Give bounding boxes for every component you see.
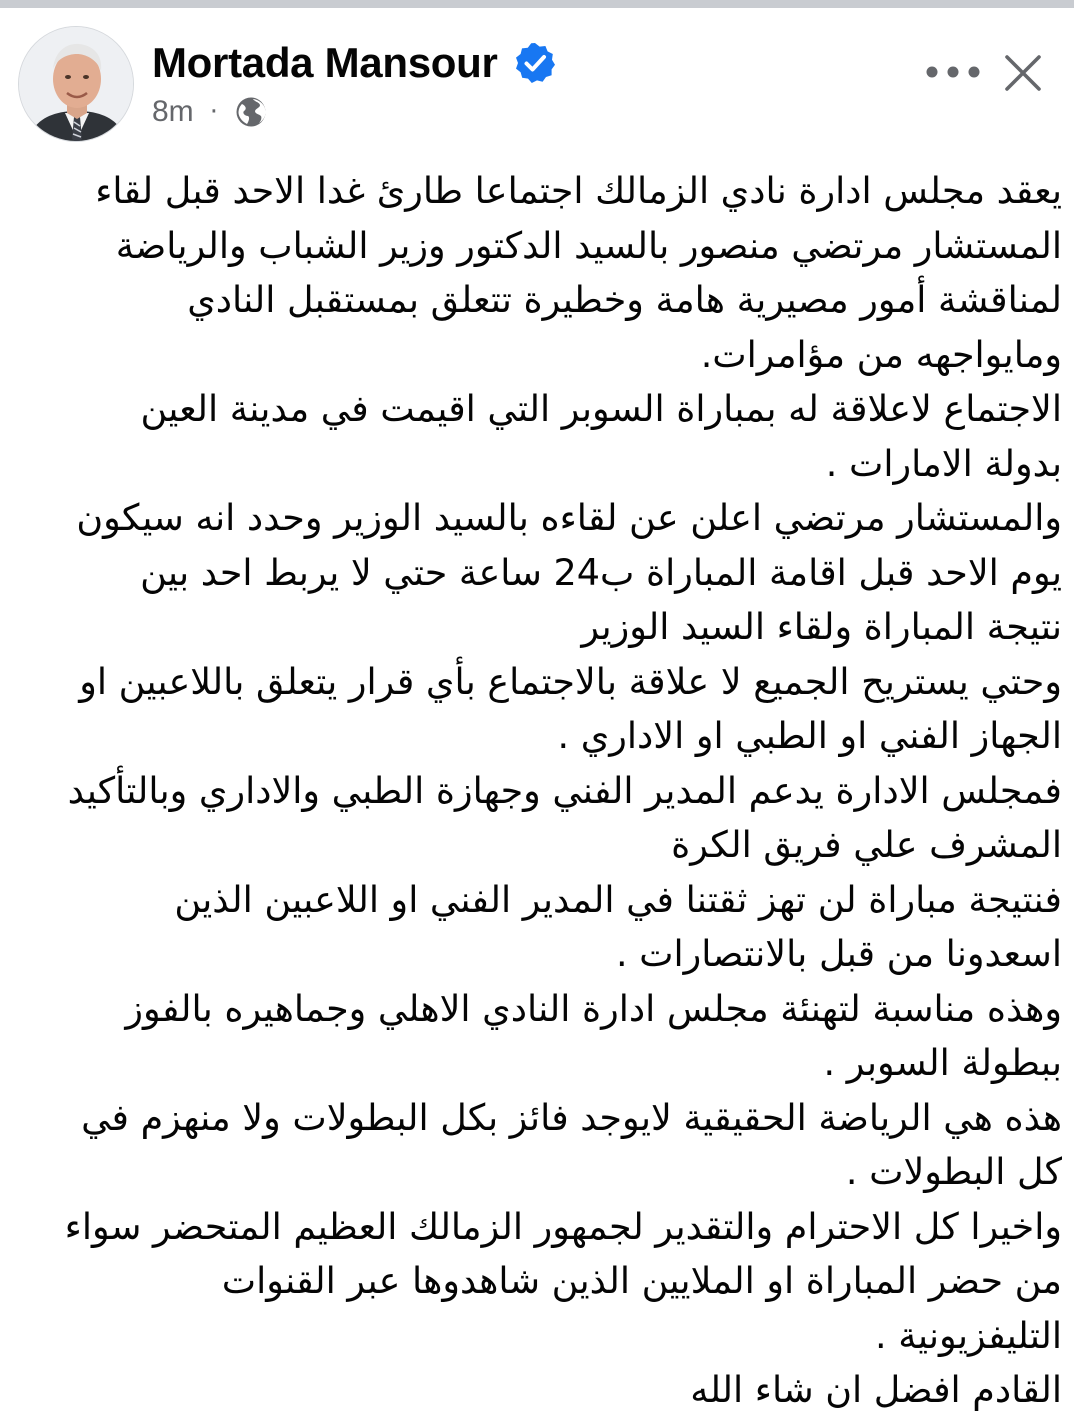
post-text-line: المشرف علي فريق الكرة — [671, 823, 1062, 866]
post-text-line: التليفزيونية . — [875, 1313, 1062, 1357]
post-text-line: اسعدونا من قبل بالانتصارات . — [615, 932, 1062, 975]
facebook-post — [0, 8, 1074, 1411]
top-divider-strip — [0, 0, 1074, 8]
verified-badge-icon — [514, 42, 556, 84]
post-text-line: بدولة الامارات . — [825, 441, 1062, 485]
post-timestamp[interactable]: 8m — [152, 95, 194, 128]
post-text-line: المستشار مرتضي منصور بالسيد الدكتور وزير الشباب والرياضة — [115, 223, 1062, 267]
close-button[interactable] — [1000, 50, 1046, 96]
post-text-line: وهذه مناسبة لتهنئة مجلس ادارة النادي الاهلي وجماهيره بالفوز — [125, 986, 1062, 1030]
globe-icon[interactable] — [234, 95, 268, 129]
profile-photo — [19, 27, 134, 142]
post-text-line: لمناقشة أمور مصيرية هامة وخطيرة تتعلق بمستقبل النادي — [187, 278, 1062, 321]
author-row — [152, 38, 556, 88]
meta-separator: · — [209, 97, 218, 127]
post-text-line: كل البطولات . — [845, 1150, 1062, 1193]
more-options-icon — [922, 62, 984, 82]
post-text-line: ومايواجهه من مؤامرات. — [700, 332, 1062, 376]
post-text-line: وحتي يستريح الجميع لا علاقة بالاجتماع بأي قرار يتعلق باللاعبين او — [79, 659, 1062, 703]
post-text-line: القادم افضل ان شاء الله — [690, 1368, 1062, 1411]
post-text-line: ببطولة السوبر . — [823, 1041, 1062, 1084]
post-text-line: واخيرا كل الاحترام والتقدير لجمهور الزمالك العظيم المتحضر سواء — [64, 1204, 1062, 1248]
post-text-line: فنتيجة مباراة لن تهز ثقتنا في المدير الفني او اللاعبين الذين — [174, 877, 1062, 921]
post-text-line: من حضر المباراة او الملايين الذين شاهدوها عبر القنوات — [221, 1259, 1062, 1302]
post-meta — [152, 92, 268, 132]
post-body — [22, 164, 1062, 1418]
post-text-line: الاجتماع لاعلاقة له بمباراة السوبر التي اقيمت في مدينة العين — [140, 387, 1062, 430]
author-name[interactable]: Mortada Mansour — [152, 39, 498, 86]
post-text-line: هذه هي الرياضة الحقيقية لايوجد فائز بكل البطولات ولا منهزم في — [81, 1095, 1062, 1139]
more-options-button[interactable] — [922, 52, 984, 92]
post-text-line: الجهاز الفني او الطبي او الاداري . — [557, 714, 1062, 757]
close-icon — [1000, 50, 1046, 96]
post-text-line: فمجلس الادارة يدعم المدير الفني وجهازة الطبي والاداري وبالتأكيد — [67, 768, 1062, 812]
post-text-line: يوم الاحد قبل اقامة المباراة ب24 ساعة حتي لا يربط احد بين — [140, 550, 1062, 594]
avatar[interactable] — [18, 26, 134, 142]
post-text-line: والمستشار مرتضي اعلن عن لقاءه بالسيد الوزير وحدد انه سيكون — [76, 496, 1062, 539]
post-text-line: يعقد مجلس ادارة نادي الزمالك اجتماعا طارئ غدا الاحد قبل لقاء — [95, 169, 1062, 212]
post-text-line: نتيجة المباراة ولقاء السيد الوزير — [581, 605, 1062, 648]
